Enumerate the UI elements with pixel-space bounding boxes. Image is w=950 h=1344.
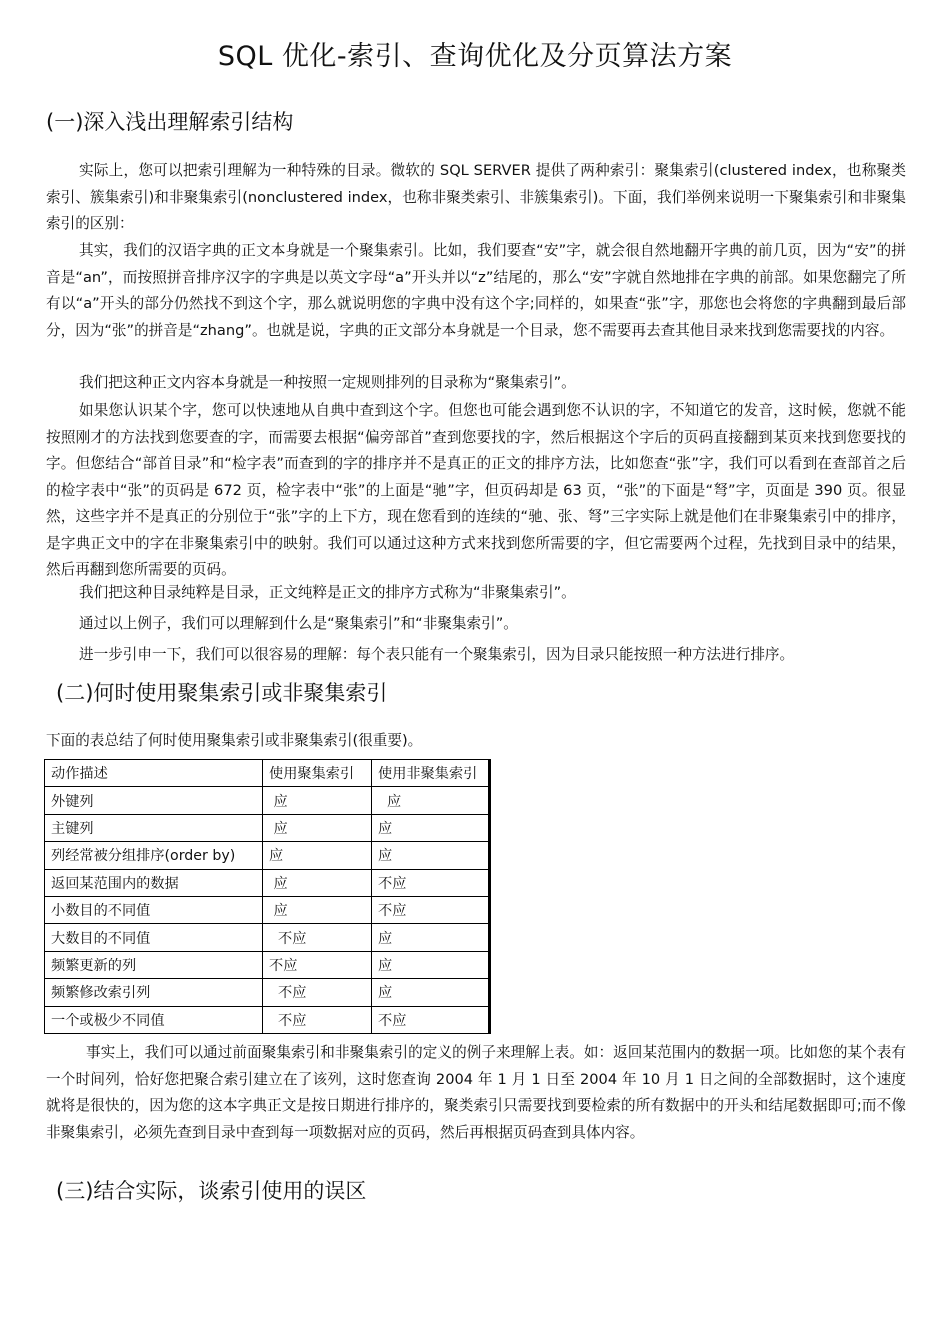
table-cell: 应: [372, 787, 490, 814]
table-cell: 不应: [372, 869, 490, 896]
table-cell: 不应: [263, 924, 372, 951]
table-cell: 返回某范围内的数据: [45, 869, 263, 896]
table-row: [45, 951, 490, 978]
table-row: [45, 869, 490, 896]
table-cell: 频繁修改索引列: [45, 979, 263, 1006]
table-cell: 不应: [263, 979, 372, 1006]
table-row: [45, 896, 490, 923]
index-usage-table: [44, 759, 491, 1034]
section-1-paragraph: 实际上，您可以把索引理解为一种特殊的目录。微软的 SQL SERVER 提供了两种索引：聚集索引(clustered index，也称聚类索引、簇集索引)和非聚集索引(nonclustered index，也称非聚类索引、非簇集索引)。下面，我们举例来说明一下聚集索引和非聚集索引的区别：: [46, 162, 906, 232]
table-cell: 不应: [372, 1006, 490, 1033]
table-header-cell: 使用非聚集索引: [372, 760, 490, 787]
table-cell: 小数目的不同值: [45, 896, 263, 923]
table-row: [45, 1006, 490, 1033]
table-row: [45, 979, 490, 1006]
table-cell: 不应: [263, 1006, 372, 1033]
table-caption: 下面的表总结了何时使用聚集索引或非聚集索引(很重要)。: [46, 732, 423, 749]
table-cell: 不应: [263, 951, 372, 978]
section-1-paragraph: 如果您认识某个字，您可以快速地从自典中查到这个字。但您也可能会遇到您不认识的字，不知道它的发音，这时候，您就不能按照刚才的方法找到您要查的字，而需要去根据“偏旁部首”查到您要找的字，然后根据这个字后的页码直接翻到某页来找到您要找的字。但您结合“部首目录”和“检字表”而查到的字的排序并不是真正的正文的排序方法，比如您查“张”字，我们可以看到在查部首之后的检字表中“张”的页码是 672 页，检字表中“张”的上面是“驰”字，但页码却是 63 页，“张”的下面是“弩”字，页面是 390 页。很显然，这些字并不是真正的分别位于“张”字的上下方，现在您看到的连续的“驰、张、弩”三字实际上就是他们在非聚集索引中的排序，是字典正文中的字在非聚集索引中的映射。我们可以通过这种方式来找到您所需要的字，但它需要两个过程，先找到目录中的结果，然后再翻到您所需要的页码。: [46, 402, 906, 578]
table-header-cell: 动作描述: [45, 760, 263, 787]
table-row: [45, 814, 490, 841]
table-header-row: [45, 760, 490, 787]
section-1-paragraph: 通过以上例子，我们可以理解到什么是“聚集索引”和“非聚集索引”。: [79, 615, 518, 632]
table-row: [45, 842, 490, 869]
table-cell: 应: [372, 842, 490, 869]
section-1-paragraph: 我们把这种正文内容本身就是一种按照一定规则排列的目录称为“聚集索引”。: [79, 374, 576, 391]
table-cell: 频繁更新的列: [45, 951, 263, 978]
table-cell: 外键列: [45, 787, 263, 814]
table-cell: 一个或极少不同值: [45, 1006, 263, 1033]
section-1-paragraph: 我们把这种目录纯粹是目录，正文纯粹是正文的排序方式称为“非聚集索引”。: [79, 584, 576, 601]
table-cell: 应: [263, 814, 372, 841]
section-2-paragraph: 事实上，我们可以通过前面聚集索引和非聚集索引的定义的例子来理解上表。如：返回某范围内的数据一项。比如您的某个表有一个时间列，恰好您把聚合索引建立在了该列，这时您查询 2004 年 1 月 1 日至 2004 年 10 月 1 日之间的全部数据时，这个速度就将是很快的，因为您的这本字典正文是按日期进行排序的，聚类索引只需要找到要检索的所有数据中的开头和结尾数据即可;而不像非聚集索引，必须先查到目录中查到每一项数据对应的页码，然后再根据页码查到具体内容。: [46, 1044, 906, 1141]
table-header-cell: 使用聚集索引: [263, 760, 372, 787]
table-cell: 应: [263, 869, 372, 896]
table-cell: 主键列: [45, 814, 263, 841]
table-cell: 应: [372, 924, 490, 951]
table-cell: 大数目的不同值: [45, 924, 263, 951]
table-cell: 应: [372, 814, 490, 841]
page-title: SQL 优化-索引、查询优化及分页算法方案: [217, 41, 733, 72]
table-cell: 应: [263, 787, 372, 814]
table-cell: 应: [263, 896, 372, 923]
section-3-heading: (三)结合实际，谈索引使用的误区: [56, 1179, 367, 1203]
table-cell: 应: [372, 979, 490, 1006]
section-1-paragraph: 其实，我们的汉语字典的正文本身就是一个聚集索引。比如，我们要查“安”字，就会很自然地翻开字典的前几页，因为“安”的拼音是“an”，而按照拼音排序汉字的字典是以英文字母“a”开头并以“z”结尾的，那么“安”字就自然地排在字典的前部。如果您翻完了所有以“a”开头的部分仍然找不到这个字，那么就说明您的字典中没有这个字;同样的，如果查“张”字，那您也会将您的字典翻到最后部分，因为“张”的拼音是“zhang”。也就是说，字典的正文部分本身就是一个目录，您不需要再去查其他目录来找到您需要找的内容。: [46, 242, 906, 339]
table-cell: 应: [263, 842, 372, 869]
section-1-heading: (一)深入浅出理解索引结构: [46, 110, 294, 134]
section-2-heading: (二)何时使用聚集索引或非聚集索引: [56, 681, 388, 705]
table-cell: 应: [372, 951, 490, 978]
table-cell: 列经常被分组排序(order by): [45, 842, 263, 869]
section-1-paragraph: 进一步引申一下，我们可以很容易的理解：每个表只能有一个聚集索引，因为目录只能按照一种方法进行排序。: [79, 646, 795, 663]
table-row: [45, 787, 490, 814]
table-cell: 不应: [372, 896, 490, 923]
table-row: [45, 924, 490, 951]
